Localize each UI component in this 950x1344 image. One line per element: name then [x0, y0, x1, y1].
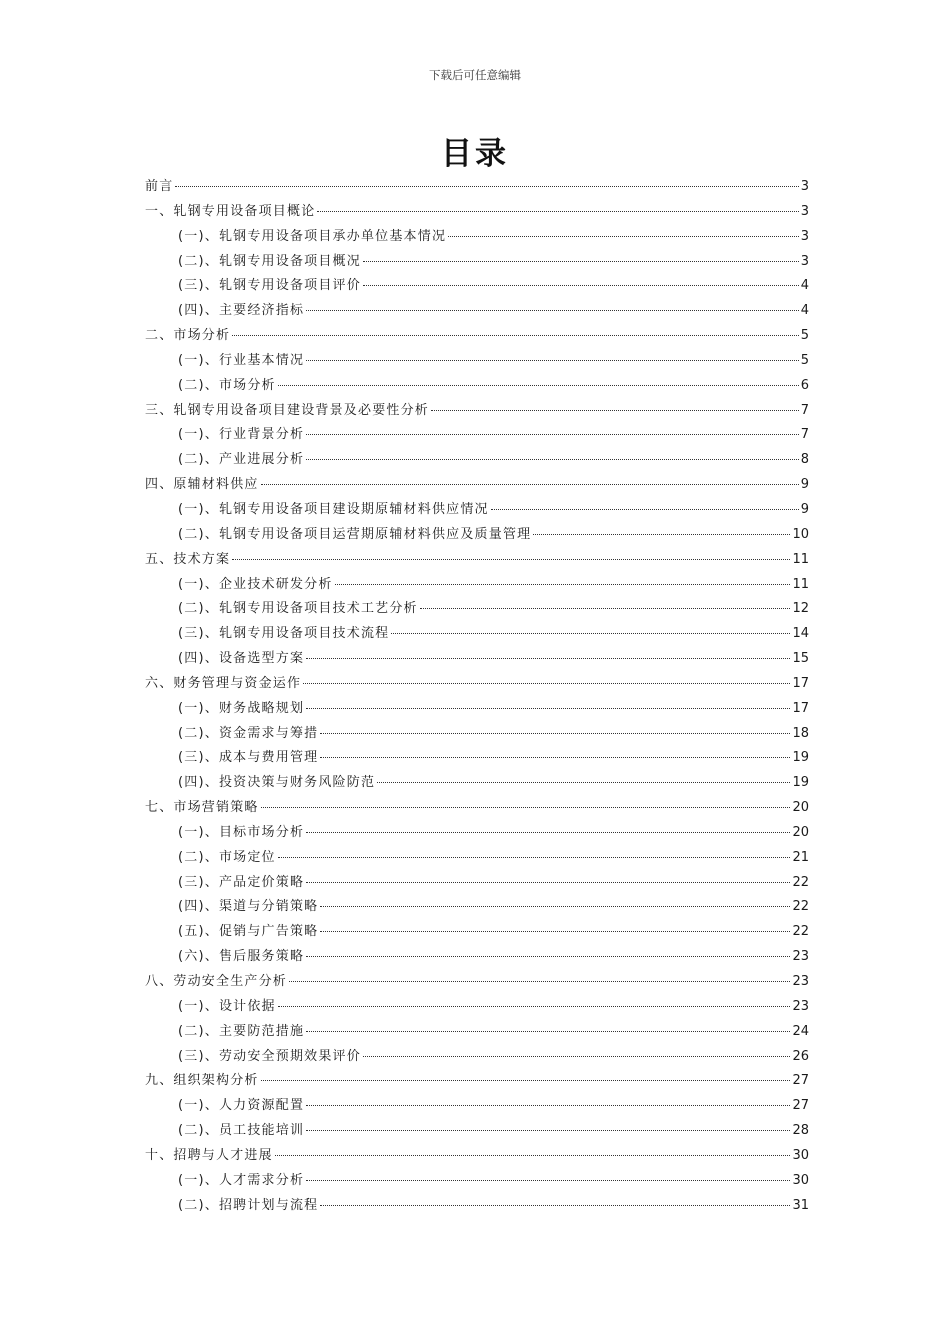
toc-section-entry[interactable]: [145, 299, 809, 324]
toc-entry-title: (二)、轧钢专用设备项目运营期原辅材料供应及质量管理: [178, 526, 532, 542]
toc-page-number: 17: [792, 700, 809, 716]
toc-dot-leader: [275, 1154, 791, 1156]
toc-entry-title: (一)、行业基本情况: [178, 352, 305, 368]
toc-chapter-entry[interactable]: [145, 175, 809, 200]
toc-page-number: 20: [792, 800, 809, 816]
toc-dot-leader: [448, 235, 799, 237]
toc-page-number: 30: [792, 1147, 809, 1163]
toc-page-number: 19: [792, 775, 809, 791]
toc-entry-title: (一)、人力资源配置: [178, 1098, 305, 1114]
table-of-contents: [145, 175, 809, 1218]
toc-dot-leader: [306, 707, 790, 709]
toc-chapter-entry[interactable]: [145, 548, 809, 573]
toc-page-number: 28: [792, 1123, 809, 1139]
toc-dot-leader: [303, 682, 790, 684]
toc-page-number: 4: [800, 303, 809, 319]
toc-entry-title: 五、技术方案: [145, 551, 231, 567]
toc-dot-leader: [335, 583, 791, 585]
toc-page-number: 8: [800, 452, 809, 468]
toc-page-number: 7: [800, 402, 809, 418]
toc-entry-title: 十、招聘与人才进展: [145, 1147, 273, 1163]
toc-section-entry[interactable]: [145, 523, 809, 548]
toc-section-entry[interactable]: [145, 498, 809, 523]
toc-entry-title: (一)、目标市场分析: [178, 824, 305, 840]
toc-page-number: 3: [800, 179, 809, 194]
toc-section-entry[interactable]: [145, 225, 809, 250]
toc-entry-title: (二)、产业进展分析: [178, 452, 305, 468]
toc-entry-title: (三)、轧钢专用设备项目评价: [178, 278, 361, 294]
toc-section-entry[interactable]: [145, 945, 809, 970]
toc-entry-title: (一)、企业技术研发分析: [178, 576, 333, 592]
toc-dot-leader: [363, 1055, 791, 1057]
toc-chapter-entry[interactable]: [145, 1144, 809, 1169]
toc-dot-leader: [420, 607, 791, 609]
toc-chapter-entry[interactable]: [145, 200, 809, 225]
toc-page-number: 27: [792, 1073, 809, 1089]
toc-section-entry[interactable]: [145, 746, 809, 771]
toc-page-number: 22: [792, 874, 809, 890]
toc-section-entry[interactable]: [145, 250, 809, 275]
toc-entry-title: (四)、投资决策与财务风险防范: [178, 775, 376, 791]
toc-page-number: 4: [800, 278, 809, 294]
toc-entry-title: (一)、设计依据: [178, 998, 276, 1014]
toc-entry-title: (一)、人才需求分析: [178, 1172, 305, 1188]
toc-section-entry[interactable]: [145, 821, 809, 846]
toc-entry-title: (四)、渠道与分销策略: [178, 899, 319, 915]
toc-dot-leader: [306, 881, 790, 883]
toc-dot-leader: [306, 1030, 790, 1032]
toc-page-number: 3: [800, 228, 809, 244]
toc-entry-title: (四)、主要经济指标: [178, 303, 305, 319]
toc-page-number: 31: [792, 1197, 809, 1213]
toc-entry-title: (四)、设备选型方案: [178, 651, 305, 667]
toc-dot-leader: [377, 781, 790, 783]
toc-section-entry[interactable]: [145, 423, 809, 448]
toc-dot-leader: [320, 732, 790, 734]
toc-section-entry[interactable]: [145, 895, 809, 920]
toc-section-entry[interactable]: [145, 1169, 809, 1194]
toc-entry-title: (一)、轧钢专用设备项目建设期原辅材料供应情况: [178, 501, 489, 517]
toc-entry-title: (三)、成本与费用管理: [178, 750, 319, 766]
toc-dot-leader: [306, 955, 790, 957]
toc-page-number: 14: [792, 626, 809, 642]
toc-dot-leader: [306, 1129, 790, 1131]
toc-entry-title: (六)、售后服务策略: [178, 949, 305, 965]
toc-entry-title: (二)、市场分析: [178, 377, 276, 393]
toc-page-number: 10: [792, 526, 809, 542]
toc-entry-title: (二)、主要防范措施: [178, 1023, 305, 1039]
toc-page-number: 7: [800, 427, 809, 443]
toc-page-number: 19: [792, 750, 809, 766]
toc-page-number: 6: [800, 377, 809, 393]
toc-section-entry[interactable]: [145, 448, 809, 473]
toc-section-entry[interactable]: [145, 1194, 809, 1219]
toc-section-entry[interactable]: [145, 1119, 809, 1144]
toc-page-number: 9: [800, 501, 809, 517]
toc-dot-leader: [306, 359, 799, 361]
toc-dot-leader: [278, 384, 799, 386]
toc-entry-title: (二)、员工技能培训: [178, 1123, 305, 1139]
toc-section-entry[interactable]: [145, 1020, 809, 1045]
toc-section-entry[interactable]: [145, 697, 809, 722]
toc-page-number: 17: [792, 675, 809, 691]
toc-page-number: 18: [792, 725, 809, 741]
toc-entry-title: (三)、轧钢专用设备项目技术流程: [178, 626, 390, 642]
toc-page-number: 5: [800, 352, 809, 368]
toc-page-number: 30: [792, 1172, 809, 1188]
toc-page-number: 21: [792, 849, 809, 865]
toc-dot-leader: [320, 756, 790, 758]
toc-entry-title: (二)、轧钢专用设备项目概况: [178, 253, 361, 269]
toc-entry-title: (二)、资金需求与筹措: [178, 725, 319, 741]
page-title: 目录: [441, 136, 509, 172]
toc-section-entry[interactable]: [145, 1045, 809, 1070]
toc-entry-title: (二)、轧钢专用设备项目技术工艺分析: [178, 601, 418, 617]
toc-page-number: 23: [792, 974, 809, 989]
toc-dot-leader: [306, 831, 790, 833]
toc-section-entry[interactable]: [145, 871, 809, 896]
toc-dot-leader: [363, 260, 799, 262]
toc-section-entry[interactable]: [145, 597, 809, 622]
toc-section-entry[interactable]: [145, 647, 809, 672]
toc-page-number: 23: [792, 998, 809, 1014]
toc-dot-leader: [320, 930, 790, 932]
toc-dot-leader: [306, 309, 799, 311]
toc-dot-leader: [306, 1104, 790, 1106]
toc-page-number: 26: [792, 1048, 809, 1064]
toc-section-entry[interactable]: [145, 722, 809, 747]
toc-dot-leader: [261, 483, 799, 485]
toc-dot-leader: [261, 806, 791, 808]
toc-section-entry[interactable]: [145, 920, 809, 945]
toc-dot-leader: [175, 185, 798, 187]
toc-page-number: 15: [792, 651, 809, 667]
toc-entry-title: 九、组织架构分析: [145, 1073, 259, 1089]
toc-dot-leader: [232, 558, 790, 560]
toc-page-number: 11: [792, 551, 809, 567]
toc-entry-title: 七、市场营销策略: [145, 800, 259, 816]
toc-entry-title: 六、财务管理与资金运作: [145, 675, 302, 691]
toc-entry-title: (一)、轧钢专用设备项目承办单位基本情况: [178, 228, 447, 244]
toc-page-number: 5: [800, 328, 809, 344]
toc-dot-leader: [320, 905, 790, 907]
toc-dot-leader: [491, 508, 799, 510]
toc-chapter-entry[interactable]: [145, 473, 809, 498]
toc-section-entry[interactable]: [145, 846, 809, 871]
toc-dot-leader: [289, 980, 790, 982]
toc-dot-leader: [306, 458, 799, 460]
toc-entry-title: 三、轧钢专用设备项目建设背景及必要性分析: [145, 402, 430, 418]
toc-page-number: 3: [800, 253, 809, 269]
toc-page-number: 23: [792, 949, 809, 965]
toc-chapter-entry[interactable]: [145, 399, 809, 424]
toc-dot-leader: [320, 1204, 790, 1206]
toc-section-entry[interactable]: [145, 1094, 809, 1119]
toc-page-number: 27: [792, 1098, 809, 1114]
toc-section-entry[interactable]: [145, 771, 809, 796]
toc-dot-leader: [232, 334, 799, 336]
toc-entry-title: (三)、产品定价策略: [178, 874, 305, 890]
toc-page-number: 24: [792, 1023, 809, 1039]
toc-section-entry[interactable]: [145, 995, 809, 1020]
toc-dot-leader: [391, 632, 790, 634]
toc-entry-title: (一)、财务战略规划: [178, 700, 305, 716]
toc-entry-title: 前言: [145, 179, 174, 194]
toc-entry-title: (五)、促销与广告策略: [178, 924, 319, 940]
toc-page-number: 11: [792, 576, 809, 592]
toc-section-entry[interactable]: [145, 349, 809, 374]
toc-entry-title: (二)、招聘计划与流程: [178, 1197, 319, 1213]
toc-dot-leader: [306, 433, 799, 435]
toc-dot-leader: [278, 1005, 791, 1007]
toc-dot-leader: [317, 210, 798, 212]
toc-section-entry[interactable]: [145, 274, 809, 299]
toc-page-number: 22: [792, 924, 809, 940]
toc-entry-title: (一)、行业背景分析: [178, 427, 305, 443]
toc-section-entry[interactable]: [145, 622, 809, 647]
toc-entry-title: 二、市场分析: [145, 328, 231, 344]
toc-entry-title: (三)、劳动安全预期效果评价: [178, 1048, 361, 1064]
toc-chapter-entry[interactable]: [145, 672, 809, 697]
toc-entry-title: 一、轧钢专用设备项目概论: [145, 203, 316, 219]
header-note: 下载后可任意编辑: [429, 68, 521, 82]
toc-page-number: 22: [792, 899, 809, 915]
toc-dot-leader: [533, 533, 790, 535]
toc-dot-leader: [261, 1079, 791, 1081]
toc-chapter-entry[interactable]: [145, 796, 809, 821]
toc-page-number: 12: [792, 601, 809, 617]
toc-dot-leader: [306, 1179, 790, 1181]
toc-section-entry[interactable]: [145, 374, 809, 399]
toc-dot-leader: [278, 856, 791, 858]
toc-page-number: 3: [800, 203, 809, 219]
toc-dot-leader: [306, 657, 790, 659]
toc-entry-title: (二)、市场定位: [178, 849, 276, 865]
toc-section-entry[interactable]: [145, 573, 809, 598]
toc-entry-title: 八、劳动安全生产分析: [145, 974, 288, 989]
toc-page-number: 9: [800, 477, 809, 493]
toc-dot-leader: [431, 409, 799, 411]
toc-chapter-entry[interactable]: [145, 324, 809, 349]
toc-entry-title: 四、原辅材料供应: [145, 477, 259, 493]
toc-chapter-entry[interactable]: [145, 1069, 809, 1094]
toc-page-number: 20: [792, 824, 809, 840]
toc-dot-leader: [363, 284, 799, 286]
toc-chapter-entry[interactable]: [145, 970, 809, 995]
